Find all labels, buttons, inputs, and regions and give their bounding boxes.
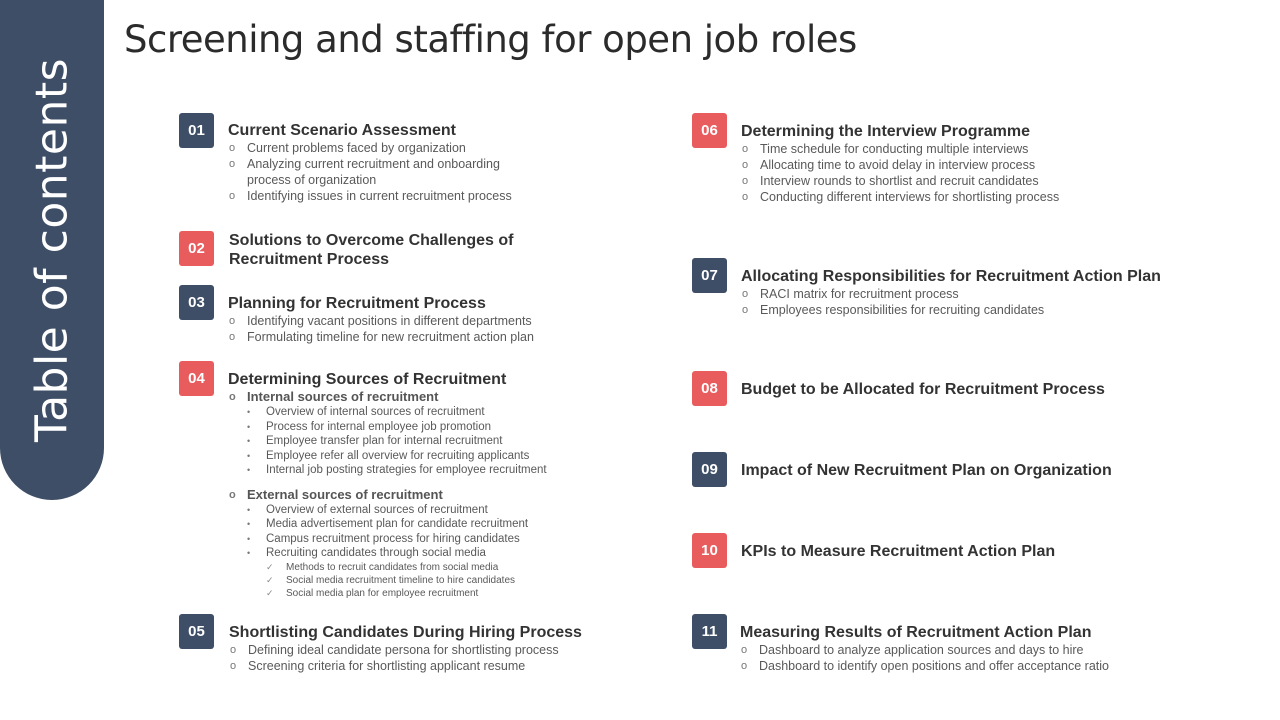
item-title: Measuring Results of Recruitment Action Plan <box>740 624 1092 641</box>
sub-bullet: • Overview of external sources of recruitment <box>247 503 547 518</box>
bullet: o Analyzing current recruitment and onboarding process of organization <box>228 156 528 188</box>
item-title: Planning for Recruitment Process <box>228 295 486 312</box>
item-title: Allocating Responsibilities for Recruitment Action Plan <box>741 268 1161 285</box>
sub-heading-text: Internal sources of recruitment <box>247 389 439 404</box>
bullet: o Screening criteria for shortlisting applicant resume <box>229 658 582 674</box>
sub-bullet: • Process for internal employee job promotion <box>247 420 547 435</box>
sub-bullet: • Campus recruitment process for hiring candidates <box>247 532 547 547</box>
bullet: o Conducting different interviews for shortlisting process <box>741 189 1059 205</box>
item-number-badge: 09 <box>692 452 727 487</box>
item-number-badge: 06 <box>692 113 727 148</box>
item-number-badge: 10 <box>692 533 727 568</box>
bullet: o Dashboard to analyze application sources and days to hire <box>740 642 1109 658</box>
item-title: Impact of New Recruitment Plan on Organization <box>741 462 1112 479</box>
check-bullet: ✓ Methods to recruit candidates from social media <box>266 561 547 574</box>
item-title: Solutions to Overcome Challenges of Recruitment Process <box>229 232 514 268</box>
bullet: o Interview rounds to shortlist and recruit candidates <box>741 173 1059 189</box>
bullet: o Current problems faced by organization <box>228 140 528 156</box>
bullet: o RACI matrix for recruitment process <box>741 286 1161 302</box>
sub-heading-text: External sources of recruitment <box>247 486 443 502</box>
item-number-badge: 03 <box>179 285 214 320</box>
item-title: Determining the Interview Programme <box>741 123 1030 140</box>
item-number-badge: 05 <box>179 614 214 649</box>
page-title: Screening and staffing for open job roles <box>124 18 857 61</box>
sub-bullet: • Media advertisement plan for candidate recruitment <box>247 517 547 532</box>
item-title: Current Scenario Assessment <box>228 122 456 139</box>
item-title: KPIs to Measure Recruitment Action Plan <box>741 543 1056 560</box>
item-title: Shortlisting Candidates During Hiring Process <box>229 624 582 641</box>
sub-bullet: • Employee refer all overview for recruiting applicants <box>247 449 547 464</box>
item-number-badge: 11 <box>692 614 727 649</box>
sub-bullet: • Internal job posting strategies for employee recruitment <box>247 463 547 478</box>
sub-heading-external <box>228 487 547 600</box>
bullet: o Allocating time to avoid delay in interview process <box>741 157 1059 173</box>
sub-heading-internal <box>228 389 547 478</box>
item-title: Budget to be Allocated for Recruitment Process <box>741 381 1105 398</box>
item-title: Determining Sources of Recruitment <box>228 371 507 388</box>
check-bullet: ✓ Social media plan for employee recruitment <box>266 587 547 600</box>
side-tab-label: Table of contents <box>26 57 78 443</box>
bullet: o Identifying vacant positions in different departments <box>228 313 534 329</box>
check-bullet: ✓ Social media recruitment timeline to hire candidates <box>266 574 547 587</box>
sub-bullet <box>247 546 547 600</box>
side-tab <box>0 0 104 500</box>
item-number-badge: 08 <box>692 371 727 406</box>
bullet: o Defining ideal candidate persona for shortlisting process <box>229 642 582 658</box>
sub-bullet-text: Recruiting candidates through social media <box>266 547 486 559</box>
item-number-badge: 02 <box>179 231 214 266</box>
bullet: o Time schedule for conducting multiple interviews <box>741 141 1059 157</box>
sub-bullet: • Overview of internal sources of recruitment <box>247 405 547 420</box>
bullet: o Identifying issues in current recruitment process <box>228 188 528 204</box>
bullet: o Dashboard to identify open positions and offer acceptance ratio <box>740 658 1109 674</box>
item-number-badge: 01 <box>179 113 214 148</box>
item-number-badge: 04 <box>179 361 214 396</box>
item-number-badge: 07 <box>692 258 727 293</box>
bullet: o Employees responsibilities for recruiting candidates <box>741 302 1161 318</box>
sub-bullet: • Employee transfer plan for internal recruitment <box>247 434 547 449</box>
bullet: o Formulating timeline for new recruitment action plan <box>228 329 534 345</box>
